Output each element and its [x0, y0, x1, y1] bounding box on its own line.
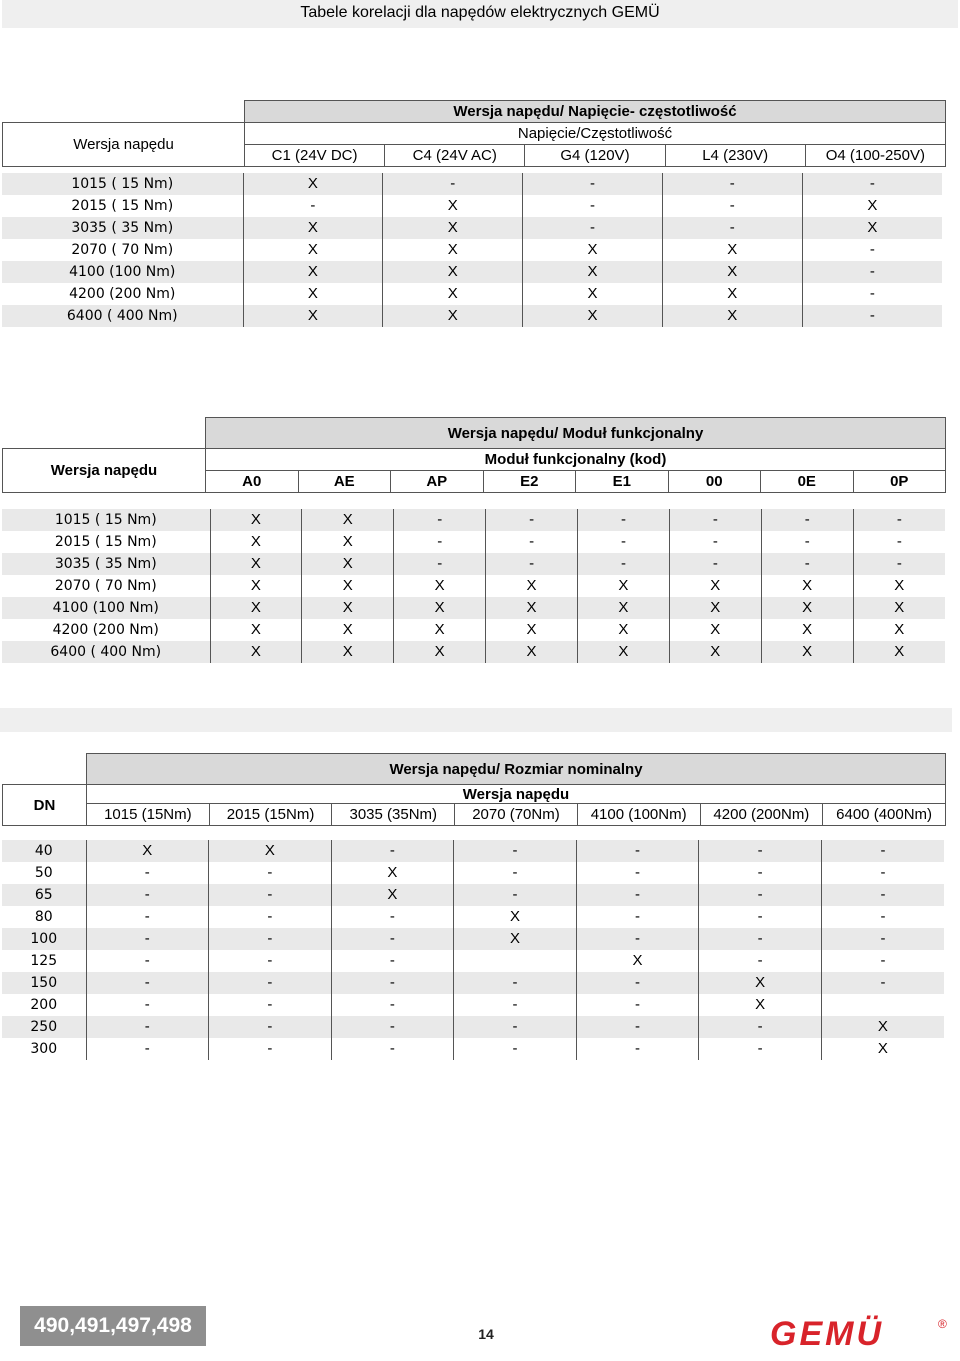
table3-cell: - — [209, 994, 332, 1016]
table3-cell: - — [821, 840, 944, 862]
table1-body — [2, 173, 942, 327]
table2-cell: X — [761, 619, 853, 641]
table2-column-header: A0 — [206, 471, 299, 493]
table2-cell: - — [578, 509, 670, 531]
table1-cell: - — [662, 195, 802, 217]
table-row — [2, 972, 944, 994]
table2-cell: X — [669, 597, 761, 619]
table2-row-label: 3035 ( 35 Nm) — [2, 553, 210, 575]
table2-cell: X — [578, 597, 670, 619]
table2-cell: - — [761, 553, 853, 575]
table-row — [2, 239, 942, 261]
table2-column-header: 00 — [668, 471, 761, 493]
table2-cell: X — [302, 619, 394, 641]
table1-cell: - — [802, 283, 942, 305]
table3-header — [2, 753, 946, 826]
table3-cell — [454, 950, 577, 972]
table2-cell: X — [302, 531, 394, 553]
table-row — [2, 195, 942, 217]
table3-column-header: 2070 (70Nm) — [455, 804, 578, 826]
table3-cell: X — [454, 928, 577, 950]
table3-cell: - — [86, 1038, 209, 1060]
table2-body — [2, 509, 945, 663]
table1-row-label: 3035 ( 35 Nm) — [2, 217, 243, 239]
table1-cell: X — [662, 283, 802, 305]
table-row — [2, 862, 944, 884]
table3-cell: - — [209, 950, 332, 972]
table3-cell: X — [209, 840, 332, 862]
table3-row-label: 200 — [2, 994, 86, 1016]
table-row — [2, 641, 945, 663]
table3-cell: - — [454, 862, 577, 884]
table3-cell: - — [331, 906, 454, 928]
table3-cell: - — [699, 1016, 822, 1038]
table3-cell: - — [576, 1016, 699, 1038]
product-code-box — [20, 1306, 206, 1346]
table3-cell: - — [86, 994, 209, 1016]
table2-cell: X — [486, 619, 578, 641]
table3-cell: - — [576, 972, 699, 994]
table2-row-label: 2070 ( 70 Nm) — [2, 575, 210, 597]
table3-cell: - — [331, 1038, 454, 1060]
table3-cell: - — [699, 862, 822, 884]
table1-row-label: 2015 ( 15 Nm) — [2, 195, 243, 217]
table2-cell: X — [578, 641, 670, 663]
table3-cell: - — [454, 994, 577, 1016]
table2-cell: X — [486, 575, 578, 597]
table1-cell: X — [802, 217, 942, 239]
table2-row-label: 1015 ( 15 Nm) — [2, 509, 210, 531]
table1-cell: X — [662, 305, 802, 327]
table3-cell: - — [699, 884, 822, 906]
table3-cell: - — [699, 840, 822, 862]
gemu-logo-text: GEMÜ — [770, 1315, 884, 1352]
table2-cell: X — [210, 597, 302, 619]
table3-cell — [821, 994, 944, 1016]
table3-row-label: 100 — [2, 928, 86, 950]
table3-cell: X — [699, 994, 822, 1016]
table-row — [2, 575, 945, 597]
table1-cell: X — [383, 305, 523, 327]
table-row — [2, 305, 942, 327]
table3-column-header: 6400 (400Nm) — [823, 804, 946, 826]
table2-cell: - — [853, 531, 945, 553]
table2-cell: X — [853, 575, 945, 597]
table1-cell: - — [243, 195, 383, 217]
table3-cell: - — [209, 972, 332, 994]
page-title-bar — [2, 0, 958, 28]
table2-cell: X — [394, 575, 486, 597]
table3-cell: - — [86, 928, 209, 950]
table1-row-header: Wersja napędu — [3, 123, 245, 167]
table2-cell: X — [669, 575, 761, 597]
svg-text:®: ® — [938, 1317, 947, 1331]
table2-cell: - — [394, 509, 486, 531]
table1-cell: X — [523, 239, 663, 261]
table-row — [2, 619, 945, 641]
table3-cell: - — [699, 1038, 822, 1060]
product-code: 490,491,497,498 — [34, 1314, 192, 1337]
table-row — [2, 283, 942, 305]
table2-cell: X — [210, 553, 302, 575]
table3-cell: - — [454, 1016, 577, 1038]
table3-cell: - — [86, 906, 209, 928]
table1-cell: - — [662, 217, 802, 239]
table2-cell: - — [761, 531, 853, 553]
table3-row-label: 40 — [2, 840, 86, 862]
table2-column-header: AP — [391, 471, 484, 493]
table1-cell: - — [523, 217, 663, 239]
table2-cell: X — [394, 641, 486, 663]
table1-cell: X — [243, 283, 383, 305]
table1-title: Wersja napędu/ Napięcie- częstotliwość — [245, 101, 946, 123]
table-row — [2, 906, 944, 928]
table-row — [2, 597, 945, 619]
table2-row-label: 4100 (100 Nm) — [2, 597, 210, 619]
table1-column-header: G4 (120V) — [525, 145, 665, 167]
table3-row-label: 250 — [2, 1016, 86, 1038]
table2-cell: X — [669, 619, 761, 641]
table-row — [2, 994, 944, 1016]
table3-cell: X — [331, 862, 454, 884]
table3-cell: X — [821, 1038, 944, 1060]
table1-cell: X — [662, 261, 802, 283]
table2-cell: - — [761, 509, 853, 531]
table3-cell: - — [821, 884, 944, 906]
table2-cell: - — [578, 531, 670, 553]
table2-cell: X — [210, 509, 302, 531]
table-row — [2, 950, 944, 972]
table3-cell: - — [331, 972, 454, 994]
table2-cell: X — [761, 597, 853, 619]
table3-cell: - — [821, 928, 944, 950]
table2-cell: X — [486, 641, 578, 663]
table2-cell: - — [669, 509, 761, 531]
table3-cell: - — [331, 994, 454, 1016]
table3-cell: - — [209, 884, 332, 906]
table2-cell: - — [394, 553, 486, 575]
table3-row-label: 300 — [2, 1038, 86, 1060]
table3-cell: - — [209, 928, 332, 950]
table2-column-header: E1 — [576, 471, 669, 493]
table3-column-header: 4200 (200Nm) — [700, 804, 823, 826]
table-row — [2, 840, 944, 862]
table2-cell: X — [302, 641, 394, 663]
gemu-logo — [768, 1312, 950, 1352]
table2-cell: X — [853, 641, 945, 663]
table3-row-label: 65 — [2, 884, 86, 906]
table2-cell: X — [394, 597, 486, 619]
table2-cell: X — [302, 553, 394, 575]
table-row — [2, 531, 945, 553]
table3-column-header: 1015 (15Nm) — [87, 804, 210, 826]
table1-cell: X — [383, 283, 523, 305]
table3-cell: - — [821, 862, 944, 884]
table3-cell: - — [331, 840, 454, 862]
table1-row-label: 4100 (100 Nm) — [2, 261, 243, 283]
table1-column-header: O4 (100-250V) — [805, 145, 945, 167]
table2-cell: X — [853, 597, 945, 619]
table3-column-header: 2015 (15Nm) — [209, 804, 332, 826]
table1-cell: X — [383, 195, 523, 217]
table3-cell: - — [454, 884, 577, 906]
table1-cell: X — [243, 173, 383, 195]
table2-title: Wersja napędu/ Moduł funkcjonalny — [206, 418, 946, 449]
table2-cell: X — [578, 575, 670, 597]
table3-cell: - — [86, 862, 209, 884]
table1-column-header: C4 (24V AC) — [385, 145, 525, 167]
table-row — [2, 1038, 944, 1060]
table1-cell: X — [243, 305, 383, 327]
table3-cell: - — [209, 1016, 332, 1038]
table3-cell: - — [576, 1038, 699, 1060]
table3-cell: - — [209, 1038, 332, 1060]
table2-cell: X — [210, 619, 302, 641]
table1-cell: X — [383, 239, 523, 261]
table1-column-header: C1 (24V DC) — [245, 145, 385, 167]
table1-cell: X — [243, 217, 383, 239]
table-row — [2, 173, 942, 195]
table-row — [2, 261, 942, 283]
table2-cell: - — [669, 553, 761, 575]
table3-cell: - — [576, 906, 699, 928]
table-row — [2, 884, 944, 906]
table3-column-header: 3035 (35Nm) — [332, 804, 455, 826]
table3-cell: - — [576, 840, 699, 862]
table3-cell: - — [86, 1016, 209, 1038]
table3-cell: - — [86, 950, 209, 972]
table3-cell: X — [576, 950, 699, 972]
table2-cell: X — [761, 575, 853, 597]
separator-band — [0, 708, 952, 732]
table3-body — [2, 840, 944, 1060]
table1-cell: - — [662, 173, 802, 195]
table2-cell: - — [669, 531, 761, 553]
table3-cell: X — [331, 884, 454, 906]
page-title: Tabele korelacji dla napędów elektrycznych GEMÜ — [300, 4, 660, 21]
table2-cell: X — [669, 641, 761, 663]
table1-cell: - — [802, 261, 942, 283]
page-number: 14 — [478, 1326, 494, 1342]
table1-cell: X — [802, 195, 942, 217]
table3-cell: - — [821, 906, 944, 928]
table1-cell: X — [523, 305, 663, 327]
table3-cell: - — [209, 906, 332, 928]
table3-cell: - — [86, 884, 209, 906]
table3-cell: - — [699, 950, 822, 972]
table1-column-header: L4 (230V) — [665, 145, 805, 167]
table2-cell: X — [302, 575, 394, 597]
table1-cell: X — [243, 261, 383, 283]
table3-cell: - — [331, 928, 454, 950]
table1-cell: X — [243, 239, 383, 261]
table3-cell: - — [454, 1038, 577, 1060]
table2-cell: - — [486, 509, 578, 531]
table3-group-header: Wersja napędu — [87, 785, 946, 804]
table2-cell: X — [394, 619, 486, 641]
table1-group-header: Napięcie/Częstotliwość — [245, 123, 946, 145]
table3-cell: - — [699, 928, 822, 950]
table1-row-label: 1015 ( 15 Nm) — [2, 173, 243, 195]
table1-row-label: 4200 (200 Nm) — [2, 283, 243, 305]
table2-cell: - — [853, 509, 945, 531]
table2-cell: X — [210, 575, 302, 597]
table2-column-header: E2 — [483, 471, 576, 493]
table2-cell: - — [394, 531, 486, 553]
table2-cell: - — [486, 553, 578, 575]
table3-cell: X — [821, 1016, 944, 1038]
table3-cell: - — [699, 906, 822, 928]
table3-cell: - — [821, 972, 944, 994]
table2-row-label: 6400 ( 400 Nm) — [2, 641, 210, 663]
table1-header — [2, 100, 946, 167]
table3-cell: - — [454, 840, 577, 862]
table2-group-header: Moduł funkcjonalny (kod) — [206, 449, 946, 471]
table3-cell: - — [576, 928, 699, 950]
table2-cell: X — [302, 597, 394, 619]
table2-cell: X — [210, 641, 302, 663]
table3-cell: - — [331, 1016, 454, 1038]
table2-cell: X — [853, 619, 945, 641]
table3-cell: - — [209, 862, 332, 884]
table2-cell: X — [578, 619, 670, 641]
table1-cell: - — [383, 173, 523, 195]
table3-cell: - — [454, 972, 577, 994]
table-row — [2, 553, 945, 575]
table-row — [2, 1016, 944, 1038]
table3-row-label: 80 — [2, 906, 86, 928]
table1-cell: X — [523, 261, 663, 283]
table2-cell: - — [578, 553, 670, 575]
table3-cell: X — [699, 972, 822, 994]
table1-row-label: 6400 ( 400 Nm) — [2, 305, 243, 327]
table-row — [2, 509, 945, 531]
table2-cell: X — [761, 641, 853, 663]
table3-title: Wersja napędu/ Rozmiar nominalny — [87, 754, 946, 785]
table3-cell: - — [576, 862, 699, 884]
table1-cell: X — [662, 239, 802, 261]
table1-cell: - — [802, 239, 942, 261]
table1-cell: X — [523, 283, 663, 305]
table3-row-label: 150 — [2, 972, 86, 994]
table3-row-header: DN — [3, 785, 87, 826]
table2-row-label: 2015 ( 15 Nm) — [2, 531, 210, 553]
table2-column-header: AE — [298, 471, 391, 493]
table-row — [2, 928, 944, 950]
table2-header — [2, 417, 946, 493]
table-row — [2, 217, 942, 239]
table3-cell: - — [86, 972, 209, 994]
table3-cell: - — [821, 950, 944, 972]
table2-row-label: 4200 (200 Nm) — [2, 619, 210, 641]
table1-cell: - — [523, 195, 663, 217]
table1-cell: - — [802, 173, 942, 195]
table2-cell: X — [486, 597, 578, 619]
table2-cell: X — [302, 509, 394, 531]
table2-column-header: 0P — [853, 471, 946, 493]
table2-cell: - — [486, 531, 578, 553]
table1-cell: - — [802, 305, 942, 327]
table3-cell: - — [576, 994, 699, 1016]
table1-cell: X — [383, 261, 523, 283]
table3-cell: - — [576, 884, 699, 906]
table2-cell: - — [853, 553, 945, 575]
table2-cell: X — [210, 531, 302, 553]
table1-row-label: 2070 ( 70 Nm) — [2, 239, 243, 261]
table3-cell: X — [86, 840, 209, 862]
table3-row-label: 125 — [2, 950, 86, 972]
table1-cell: - — [523, 173, 663, 195]
table3-cell: - — [331, 950, 454, 972]
table3-cell: X — [454, 906, 577, 928]
table2-row-header: Wersja napędu — [3, 449, 206, 493]
table3-row-label: 50 — [2, 862, 86, 884]
table1-cell: X — [383, 217, 523, 239]
table2-column-header: 0E — [761, 471, 854, 493]
table3-column-header: 4100 (100Nm) — [577, 804, 700, 826]
